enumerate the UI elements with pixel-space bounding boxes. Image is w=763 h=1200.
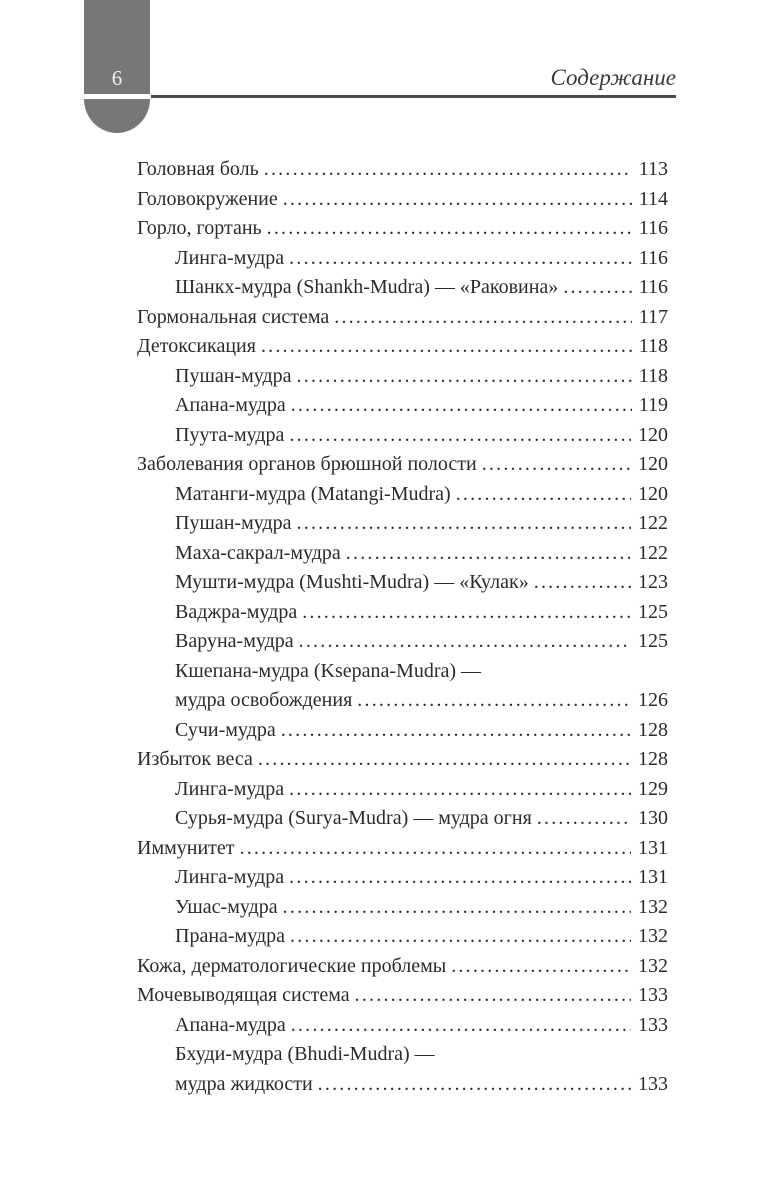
toc-leader-dots: [456, 480, 631, 510]
toc-entry-title: Мочевыводящая система: [137, 984, 350, 1006]
header-title: Содержание: [550, 65, 676, 90]
toc-leader-dots: [563, 273, 631, 303]
toc-page-number: 118: [638, 335, 668, 357]
toc-entry-title: Иммунитет: [137, 836, 235, 859]
toc-entry-title: Линга-мудра: [175, 246, 285, 269]
toc-leader-dots: [261, 332, 632, 362]
toc-entry-line: [137, 952, 668, 982]
header-rule: [151, 95, 676, 98]
toc-leader-dots: [346, 539, 631, 569]
toc-entry-line: [137, 922, 668, 952]
toc-entry-title: Горло, гортань: [137, 217, 262, 239]
toc-page-number: 123: [638, 571, 668, 593]
toc-entry-title: мудра жидкости: [175, 1072, 313, 1095]
toc-leader-dots: [267, 214, 632, 244]
toc-page-number: 113: [638, 158, 668, 180]
toc-entry-line: [137, 775, 668, 805]
toc-entry-line: [137, 598, 668, 628]
toc-entry-title: Детоксикация: [137, 335, 256, 357]
toc-page-number: 120: [638, 482, 668, 505]
toc-entry-title: Сурья-мудра (Surya-Mudra) — мудра огня: [175, 807, 532, 829]
toc-entry-title: Кшепана-мудра (Ksepana-Mudra) —: [175, 659, 482, 682]
toc-leader-dots: [299, 627, 631, 657]
toc-entry-title: Апана-мудра: [175, 394, 286, 416]
toc-entry-title: Бхуди-мудра (Bhudi-Mudra) —: [175, 1043, 435, 1065]
toc-page-number: 131: [638, 866, 668, 888]
toc-leader-dots: [537, 804, 631, 834]
toc-entry-line: [137, 1070, 668, 1100]
toc-page-number: 122: [638, 512, 668, 534]
toc-page-number: 125: [638, 630, 668, 652]
toc-entry-title: Пушан-мудра: [175, 512, 292, 534]
toc-leader-dots: [289, 421, 631, 451]
toc-entry-title: Заболевания органов брюшной полости: [137, 453, 477, 475]
toc-entry-line: [137, 981, 668, 1011]
toc-entry-line: [137, 155, 668, 185]
toc-entry-line: [137, 1040, 668, 1070]
toc-leader-dots: [297, 509, 631, 539]
toc-leader-dots: [451, 952, 631, 982]
toc-entry-line: [137, 657, 668, 687]
toc-page-number: 132: [638, 925, 668, 947]
toc-entry-title: Сучи-мудра: [175, 718, 276, 741]
toc-page-number: 133: [638, 1013, 668, 1036]
toc-entry-line: [137, 1011, 668, 1041]
toc-entry-title: Ушас-мудра: [175, 895, 278, 918]
toc-entry-line: [137, 332, 668, 362]
toc-entry-line: [137, 834, 668, 864]
toc-entry-line: [137, 863, 668, 893]
toc-entry-line: [137, 244, 668, 274]
toc-page-number: 120: [638, 423, 668, 446]
toc-entry-line: [137, 185, 668, 215]
toc-entry-title: Линга-мудра: [175, 777, 285, 800]
toc-page-number: 119: [638, 394, 668, 416]
toc-page-number: 130: [638, 807, 668, 829]
toc-page-number: 128: [638, 718, 668, 741]
toc-leader-dots: [357, 686, 631, 716]
toc-page-number: 114: [638, 187, 668, 210]
toc-page-number: 120: [638, 453, 668, 475]
toc-entry-line: [137, 214, 668, 244]
toc-entry-title: Матанги-мудра (Matangi-Mudra): [175, 482, 451, 505]
toc-entry-title: Гормональная система: [137, 305, 330, 328]
toc-entry-title: Прана-мудра: [175, 925, 286, 947]
toc-entry-line: [137, 303, 668, 333]
toc-entry-line: [137, 539, 668, 569]
toc-page-number: 132: [638, 895, 668, 918]
toc-leader-dots: [482, 450, 631, 480]
toc-entry-title: Головная боль: [137, 158, 259, 180]
toc-page-number: 118: [638, 364, 668, 387]
toc-page-number: 129: [638, 777, 668, 800]
toc-entry-title: Шанкх-мудра (Shankh-Mudra) — «Раковина»: [175, 276, 559, 298]
toc-list: [137, 155, 668, 1099]
toc-entry-line: [137, 745, 668, 775]
toc-page-number: 133: [638, 984, 668, 1006]
toc-entry-line: [137, 362, 668, 392]
toc-leader-dots: [534, 568, 631, 598]
toc-leader-dots: [291, 391, 632, 421]
toc-entry-title: Пушан-мудра: [175, 364, 292, 387]
page-tab-rounded-bottom: [84, 99, 150, 133]
toc-entry-line: [137, 568, 668, 598]
toc-leader-dots: [297, 362, 632, 392]
toc-entry-line: [137, 421, 668, 451]
toc-leader-dots: [264, 155, 632, 185]
toc-entry-line: [137, 627, 668, 657]
toc-leader-dots: [291, 1011, 631, 1041]
page-number: 6: [111, 66, 123, 90]
toc-leader-dots: [355, 981, 631, 1011]
toc-leader-dots: [289, 775, 631, 805]
toc-entry-line: [137, 391, 668, 421]
toc-page-number: 128: [638, 748, 668, 770]
page-number-tab: [84, 0, 150, 94]
toc-entry-line: [137, 716, 668, 746]
toc-entry-title: Апана-мудра: [175, 1013, 286, 1036]
toc-page-number: 133: [638, 1072, 668, 1095]
toc-entry-line: [137, 450, 668, 480]
toc-entry-line: [137, 686, 668, 716]
toc-leader-dots: [289, 244, 632, 274]
toc-page-number: 122: [638, 541, 668, 564]
toc-leader-dots: [281, 716, 631, 746]
toc-leader-dots: [290, 922, 631, 952]
toc-leader-dots: [289, 863, 631, 893]
toc-entry-title: Избыток веса: [137, 748, 253, 770]
toc-entry-title: Головокружение: [137, 187, 278, 210]
toc-leader-dots: [283, 185, 632, 215]
toc-entry-line: [137, 509, 668, 539]
toc-entry-title: Маха-сакрал-мудра: [175, 541, 341, 564]
toc-page-number: 131: [638, 836, 668, 859]
toc-leader-dots: [302, 598, 631, 628]
toc-page-number: 116: [638, 217, 668, 239]
toc-entry-line: [137, 273, 668, 303]
toc-entry-title: Мушти-мудра (Mushti-Mudra) — «Кулак»: [175, 571, 529, 593]
toc-page-number: 132: [638, 954, 668, 977]
toc-leader-dots: [283, 893, 631, 923]
toc-entry-line: [137, 893, 668, 923]
toc-page-number: 116: [638, 246, 668, 269]
toc-entry-title: Кожа, дерматологические проблемы: [137, 954, 447, 977]
toc-entry-line: [137, 804, 668, 834]
toc-leader-dots: [318, 1070, 631, 1100]
toc-entry-title: Ваджра-мудра: [175, 600, 298, 623]
toc-leader-dots: [240, 834, 631, 864]
toc-page-number: 117: [638, 305, 668, 328]
toc-page-number: 116: [638, 276, 668, 298]
toc-entry-title: Линга-мудра: [175, 866, 285, 888]
toc-entry-title: мудра освобождения: [175, 689, 353, 711]
toc-leader-dots: [334, 303, 631, 333]
toc-entry-line: [137, 480, 668, 510]
toc-page-number: 125: [638, 600, 668, 623]
toc-leader-dots: [258, 745, 631, 775]
toc-entry-title: Варуна-мудра: [175, 630, 294, 652]
toc-page-number: 126: [638, 689, 668, 711]
toc-entry-title: Пуута-мудра: [175, 423, 285, 446]
